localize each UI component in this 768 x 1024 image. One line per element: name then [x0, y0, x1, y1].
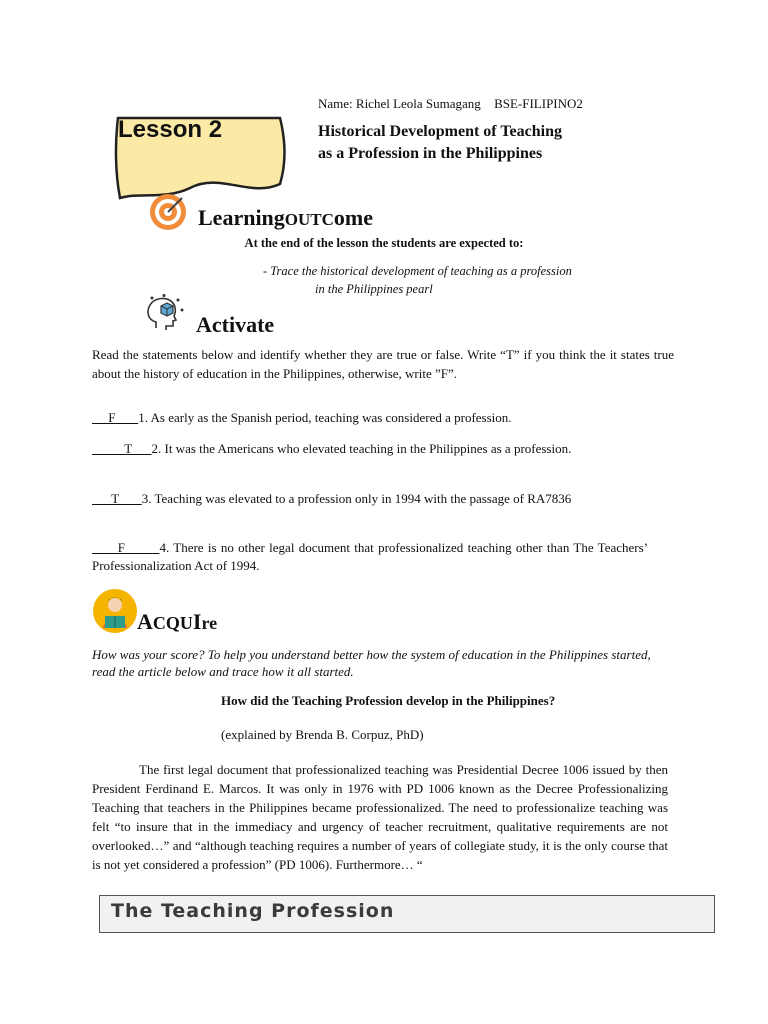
acquire-heading-part-4: re [201, 613, 218, 633]
activate-instructions: Read the statements below and identify whether they are true or false. Write “T” if you think the it states true about the history of education in the Philippines, otherwise, write ”F”. [92, 347, 674, 381]
student-reading-icon [92, 588, 138, 634]
question-3 [92, 490, 648, 508]
acquire-heading-part-2: CQU [152, 613, 193, 633]
article-author: (explained by Brenda B. Corpuz, PhD) [221, 727, 424, 742]
answer-blank: T [92, 441, 152, 456]
article-body: The first legal document that professionalized teaching was Presidential Decree 1006 issued by then President Ferdinand E. Marcos. It was only in 1976 with PD 1006 known as the Decree Professionalizing Teaching that teachers in the Philippines became professionalized. The need to professionalize teaching was felt “to insure that in the immediacy and urgency of teacher recruitment, qualitative requirements are not overlooked…” and “although teaching requires a number of years of collegiate study, it is the only course that is not yet considered a profession” (PD 1006). Furthermore… “ [92, 762, 668, 872]
question-text: 3. Teaching was elevated to a profession only in 1994 with the passage of RA7836 [141, 491, 572, 506]
article-title: How did the Teaching Profession develop in the Philippines? [221, 693, 556, 708]
acquire-intro: How was your score? To help you understand better how the system of education in the Philippines started, read the article below and trace how it all started. [92, 647, 651, 679]
answer-blank: F [92, 410, 139, 425]
acquire-heading [137, 609, 217, 635]
answer-blank: T [92, 491, 142, 506]
student-name-line [318, 96, 593, 112]
acquire-heading-part-3: I [192, 609, 202, 634]
learning-outcome-heading-part-1: Learning [198, 205, 285, 230]
learning-outcome-item [263, 262, 572, 298]
question-text: 2. It was the Americans who elevated teaching in the Philippines as a profession. [151, 441, 572, 456]
learning-outcome-item-line-1: - Trace the historical development of teaching as a profession [263, 264, 572, 278]
question-1 [92, 409, 648, 427]
activate-heading: Activate [196, 312, 275, 337]
learning-outcome-heading-part-3: ome [333, 205, 374, 230]
lesson-title-line-1: Historical Development of Teaching [318, 123, 562, 140]
learning-outcome-heading [198, 205, 373, 231]
question-text: 1. As early as the Spanish period, teaching was considered a profession. [138, 410, 512, 425]
brain-head-icon [142, 294, 188, 334]
lesson-label: Lesson 2 [118, 116, 223, 143]
acquire-heading-part-1: A [137, 609, 153, 634]
lesson-title [318, 121, 668, 165]
answer-blank: F [92, 540, 160, 555]
student-name: Name: Richel Leola Sumagang [318, 96, 481, 111]
section-banner-title: The Teaching Profession [111, 900, 395, 922]
learning-outcome-intro: At the end of the lesson the students are expected to: [244, 236, 524, 250]
course-code: BSE-FILIPINO2 [494, 96, 583, 111]
lesson-title-line-2: as a Profession in the Philippines [318, 145, 543, 162]
question-text: 4. There is no other legal document that professionalized teaching other than The Teachers’ Professionalization Act of 1994. [92, 540, 648, 573]
question-2 [92, 440, 648, 458]
learning-outcome-item-line-2: in the Philippines pearl [315, 282, 433, 296]
target-icon [148, 192, 188, 232]
question-4 [92, 539, 648, 575]
learning-outcome-heading-part-2: OUTC [284, 210, 334, 229]
